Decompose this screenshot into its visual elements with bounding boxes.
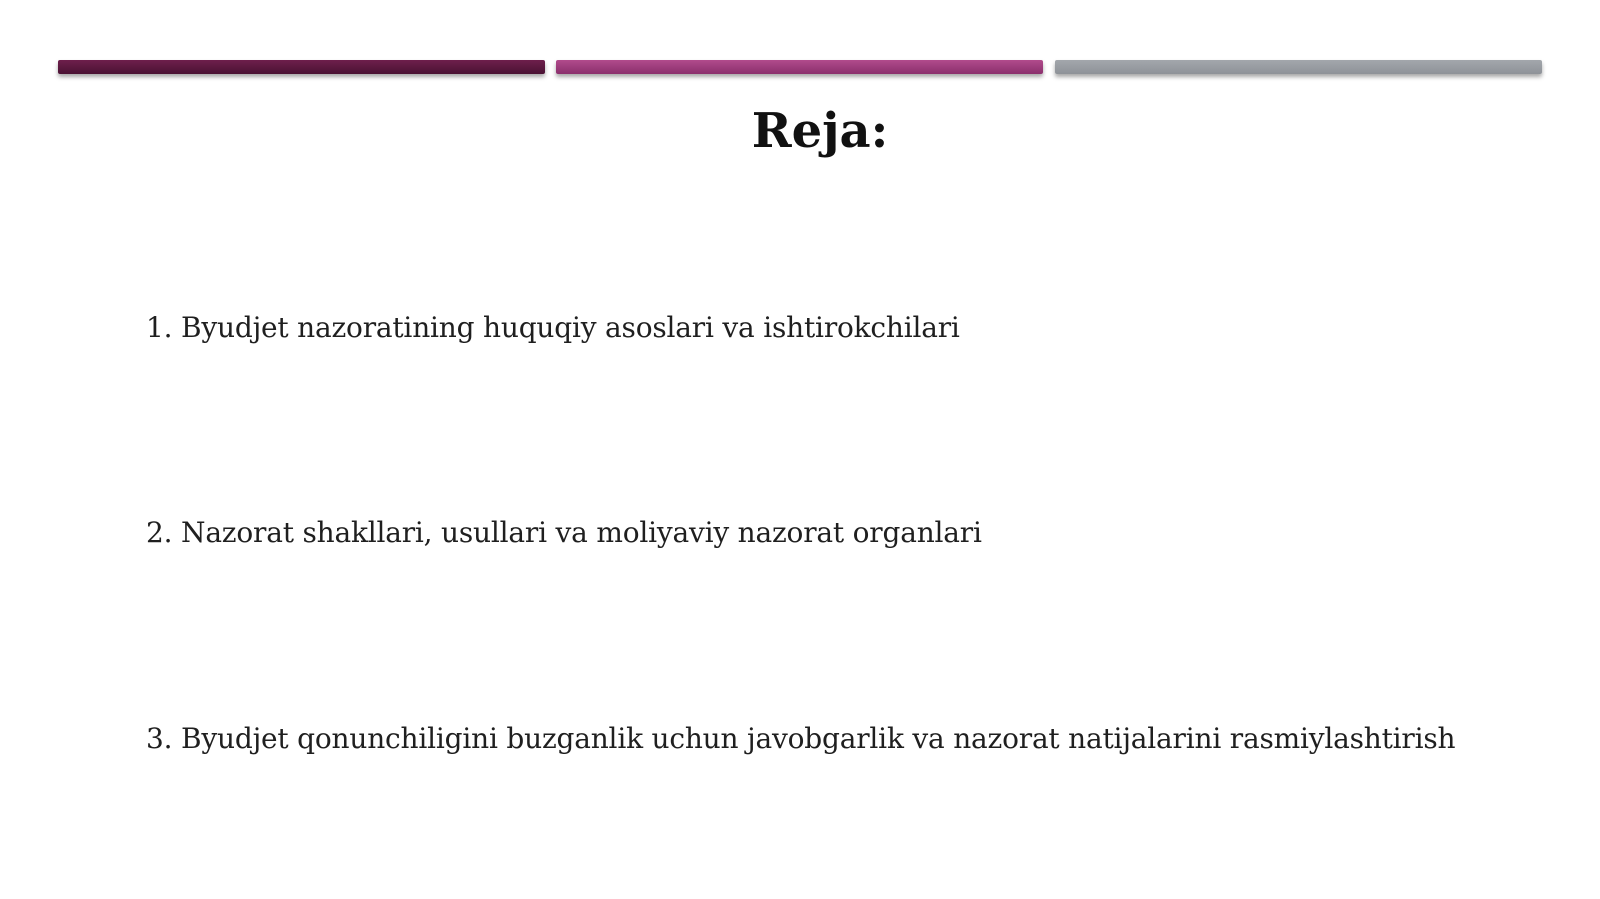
accent-bar-gray (1055, 60, 1542, 74)
accent-bar-dark-plum (58, 60, 545, 74)
agenda-item-3: 3. Byudjet qonunchiligini buzganlik uchun javobgarlik va nazorat natijalarini rasmiylashtirish (146, 722, 1456, 755)
header-accent-bars (58, 60, 1542, 74)
agenda-item-1: 1. Byudjet nazoratining huquqiy asoslari va ishtirokchilari (146, 311, 960, 344)
agenda-item-2: 2. Nazorat shakllari, usullari va moliyaviy nazorat organlari (146, 516, 982, 549)
accent-bar-magenta (556, 60, 1043, 74)
slide-title: Reja: (751, 103, 889, 159)
